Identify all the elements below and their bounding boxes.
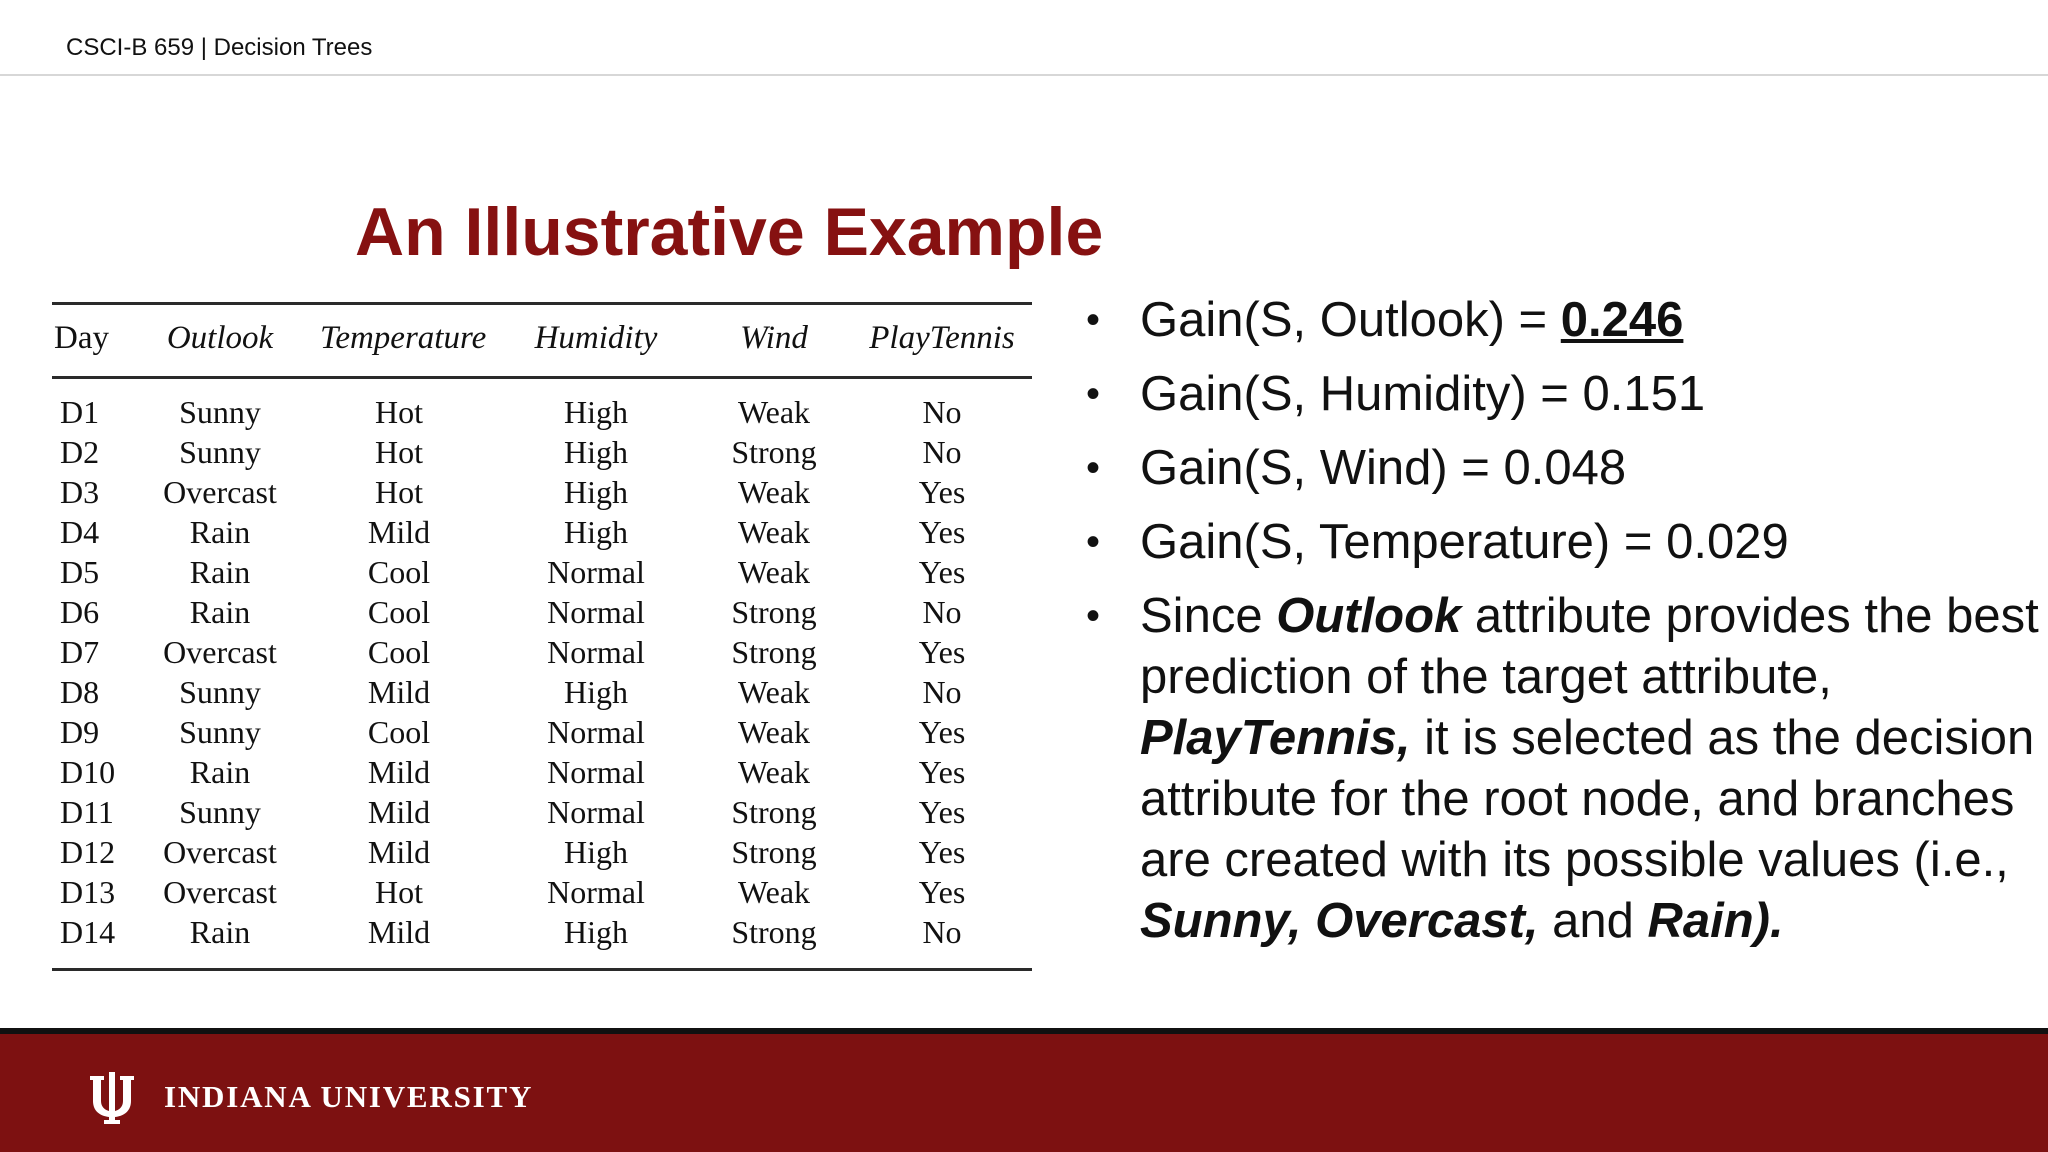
bullet-dot: • (1086, 298, 1101, 342)
table-cell-playtennis: Yes (918, 514, 966, 550)
table-cell-playtennis: No (922, 594, 962, 630)
bullet-gain-outlook (1076, 290, 2048, 351)
table-cell-wind: Strong (731, 794, 817, 830)
table-cell-wind: Weak (737, 754, 811, 790)
conclusion-playtennis-emphasis: PlayTennis, (1140, 711, 1411, 765)
table-cell-playtennis: Yes (918, 754, 966, 790)
slide-header (0, 0, 2048, 76)
table-cell-playtennis: Yes (918, 634, 966, 670)
table-cell-outlook: Rain (189, 594, 251, 630)
table-cell-outlook: Overcast (163, 474, 277, 510)
table-cell-humidity: Normal (547, 874, 645, 910)
table-cell-temperature: Mild (367, 514, 431, 550)
table-bottom-rule (52, 968, 1032, 971)
table-row (52, 872, 1032, 912)
table-row (52, 392, 1032, 432)
table-row (52, 912, 1032, 952)
table-cell-wind: Strong (731, 834, 817, 870)
table-cell-outlook: Sunny (179, 794, 261, 830)
column-header-outlook: Outlook (166, 320, 274, 356)
table-cell-outlook: Sunny (179, 394, 261, 430)
table-cell-wind: Weak (737, 714, 811, 750)
table-row (52, 512, 1032, 552)
table-cell-humidity: Normal (547, 754, 645, 790)
conclusion-text-4: and (1538, 894, 1648, 948)
bullet-gain-humidity (1076, 364, 2048, 425)
table-cell-temperature: Cool (367, 554, 431, 590)
table-cell-temperature: Cool (367, 714, 431, 750)
table-cell-temperature: Mild (367, 754, 431, 790)
table-cell-wind: Weak (737, 394, 811, 430)
table-cell-day: D12 (60, 834, 116, 870)
table-row (52, 632, 1032, 672)
table-cell-humidity: Normal (547, 554, 645, 590)
table-cell-temperature: Mild (367, 674, 431, 710)
table-cell-day: D1 (60, 394, 100, 430)
table-cell-wind: Weak (737, 674, 811, 710)
table-row (52, 552, 1032, 592)
table-header-rule (52, 376, 1032, 379)
table-cell-humidity: High (564, 514, 628, 550)
table-cell-temperature: Cool (367, 594, 431, 630)
bullet-gain-temperature (1076, 512, 2048, 573)
table-cell-temperature: Mild (367, 794, 431, 830)
table-cell-playtennis: Yes (918, 474, 966, 510)
table-cell-humidity: High (564, 434, 628, 470)
table-top-rule (52, 302, 1032, 305)
table-cell-outlook: Overcast (163, 834, 277, 870)
table-cell-day: D3 (60, 474, 100, 510)
gain-outlook-label: Gain(S, Outlook) = (1140, 293, 1561, 347)
conclusion-text-3: it is selected as the decision attribute for the root node, and branches are created with its possible values (i.e., (1140, 711, 2035, 887)
conclusion-values-emphasis: Sunny, Overcast, (1140, 894, 1539, 948)
table-cell-playtennis: Yes (918, 794, 966, 830)
bullet-dot: • (1086, 594, 1101, 638)
column-header-playtennis: PlayTennis (869, 320, 1015, 356)
table-cell-playtennis: No (922, 674, 962, 710)
gain-temperature-text: Gain(S, Temperature) = 0.029 (1140, 515, 1789, 569)
table-cell-outlook: Sunny (179, 714, 261, 750)
bullet-dot: • (1086, 446, 1101, 490)
table-row (52, 792, 1032, 832)
table-cell-wind: Strong (731, 634, 817, 670)
column-header-humidity: Humidity (534, 320, 658, 356)
slide-title: An Illustrative Example (355, 194, 1104, 270)
table-cell-day: D9 (60, 714, 100, 750)
bullet-dot: • (1086, 520, 1101, 564)
table-cell-outlook: Rain (189, 754, 251, 790)
table-cell-temperature: Cool (367, 634, 431, 670)
table-cell-temperature: Hot (375, 434, 423, 470)
table-cell-day: D2 (60, 434, 100, 470)
table-cell-humidity: Normal (547, 634, 645, 670)
table-cell-humidity: High (564, 394, 628, 430)
table-cell-wind: Weak (737, 474, 811, 510)
table-cell-wind: Strong (731, 434, 817, 470)
table-cell-outlook: Sunny (179, 674, 261, 710)
table-row (52, 712, 1032, 752)
table-cell-humidity: High (564, 474, 628, 510)
column-header-temperature: Temperature (320, 320, 487, 356)
conclusion-outlook-emphasis: Outlook (1276, 589, 1462, 643)
table-cell-day: D11 (60, 794, 114, 830)
table-cell-playtennis: No (922, 434, 962, 470)
university-name: INDIANA UNIVERSITY (164, 1079, 534, 1114)
table-cell-humidity: Normal (547, 714, 645, 750)
table-row (52, 752, 1032, 792)
table-cell-outlook: Rain (189, 554, 251, 590)
gain-outlook-value: 0.246 (1560, 293, 1684, 347)
table-cell-day: D14 (60, 914, 116, 950)
table-row (52, 432, 1032, 472)
table-cell-day: D7 (60, 634, 100, 670)
table-cell-temperature: Hot (375, 474, 423, 510)
table-cell-temperature: Hot (375, 394, 423, 430)
conclusion-text-1: Since (1140, 589, 1277, 643)
table-cell-outlook: Rain (189, 514, 251, 550)
table-cell-humidity: Normal (547, 794, 645, 830)
table-cell-outlook: Overcast (163, 874, 277, 910)
table-cell-humidity: High (564, 834, 628, 870)
table-cell-temperature: Hot (375, 874, 423, 910)
training-data-table (52, 298, 1032, 978)
bullet-conclusion (1076, 586, 2048, 952)
table-cell-humidity: High (564, 914, 628, 950)
table-cell-playtennis: No (922, 914, 962, 950)
table-cell-playtennis: Yes (918, 874, 966, 910)
gain-humidity-text: Gain(S, Humidity) = 0.151 (1140, 367, 1706, 421)
table-cell-day: D10 (60, 754, 116, 790)
table-cell-outlook: Overcast (163, 634, 277, 670)
table-cell-humidity: Normal (547, 594, 645, 630)
table-cell-wind: Strong (731, 914, 817, 950)
table-row (52, 672, 1032, 712)
table-row (52, 592, 1032, 632)
table-cell-day: D6 (60, 594, 100, 630)
gain-bullet-list (1076, 290, 2048, 965)
table-cell-playtennis: Yes (918, 834, 966, 870)
table-cell-day: D5 (60, 554, 100, 590)
table-row (52, 832, 1032, 872)
course-label: CSCI-B 659 | Decision Trees (66, 34, 373, 61)
bullet-gain-wind (1076, 438, 2048, 499)
column-header-day: Day (54, 320, 109, 356)
table-cell-wind: Weak (737, 514, 811, 550)
iu-trident-icon (84, 1068, 140, 1124)
bullet-dot: • (1086, 372, 1101, 416)
table-row (52, 472, 1032, 512)
table-cell-playtennis: No (922, 394, 962, 430)
conclusion-text-2: attribute provides the best prediction of the target attribute, (1140, 589, 2039, 704)
gain-wind-text: Gain(S, Wind) = 0.048 (1140, 441, 1627, 495)
table-cell-day: D8 (60, 674, 100, 710)
table-cell-day: D4 (60, 514, 100, 550)
table-cell-humidity: High (564, 674, 628, 710)
table-cell-playtennis: Yes (918, 714, 966, 750)
table-cell-day: D13 (60, 874, 116, 910)
conclusion-rain-emphasis: Rain). (1647, 894, 1784, 948)
table-cell-wind: Strong (731, 594, 817, 630)
column-header-wind: Wind (740, 320, 808, 356)
table-cell-wind: Weak (737, 554, 811, 590)
table-cell-outlook: Sunny (179, 434, 261, 470)
table-cell-wind: Weak (737, 874, 811, 910)
table-cell-temperature: Mild (367, 914, 431, 950)
table-cell-playtennis: Yes (918, 554, 966, 590)
slide-footer (0, 1028, 2048, 1152)
table-cell-temperature: Mild (367, 834, 431, 870)
table-cell-outlook: Rain (189, 914, 251, 950)
